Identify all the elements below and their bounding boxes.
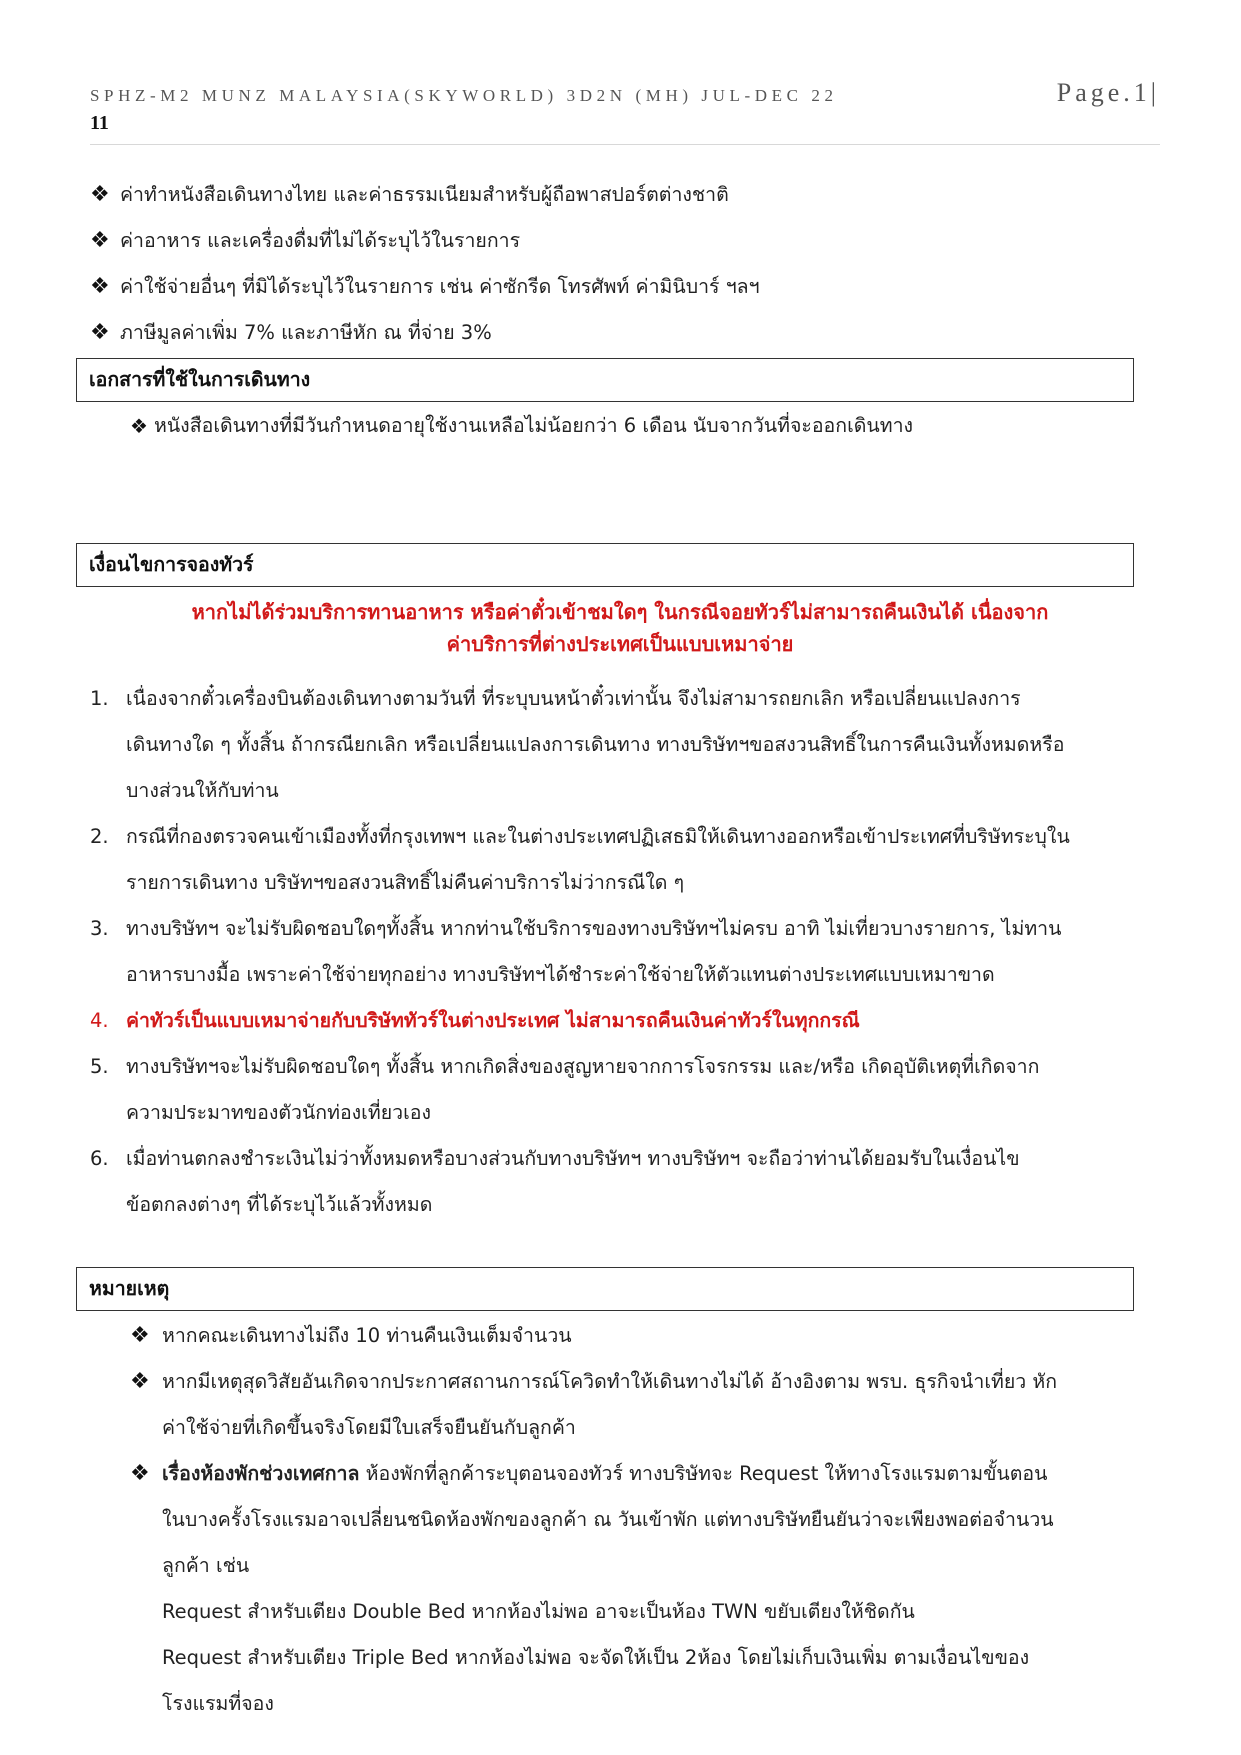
list-item: 5. ทางบริษัทฯจะไม่รับผิดชอบใดๆ ทั้งสิ้น หากเกิดสิ่งของสูญหายจากการโจรกรรม และ/หรือ เกิดอุบัติเหตุที่เกิดจาก ความประมาทของตัวนักท่องเที่ยวเอง	[90, 1055, 1040, 1124]
list-item: 6. เมื่อท่านตกลงชำระเงินไม่ว่าทั้งหมดหรือบางส่วนกับทางบริษัทฯ ทางบริษัทฯ จะถือว่าท่านได้ยอมรับในเงื่อนไข ข้อตกลงต่างๆ ที่ได้ระบุไว้แล้วทั้งหมด	[90, 1147, 1020, 1216]
page-total: 11	[90, 112, 109, 134]
notes-list	[130, 1313, 1150, 1727]
diamond-bullet-icon: ❖	[130, 1461, 150, 1486]
documents-list	[130, 403, 1190, 449]
header-title: SPHZ-M2 MUNZ MALAYSIA(SKYWORLD) 3D2N (MH) JUL-DEC 22	[90, 86, 838, 105]
section-heading-documents: เอกสารที่ใช้ในการเดินทาง	[76, 358, 1134, 402]
diamond-bullet-icon: ❖	[130, 1369, 150, 1394]
diamond-bullet-icon: ❖	[90, 182, 110, 207]
list-item: ❖ หนังสือเดินทางที่มีวันกำหนดอายุใช้งานเหลือไม่น้อยกว่า 6 เดือน นับจากวันที่จะออกเดินทาง	[130, 403, 1190, 449]
list-item: ❖ ค่าอาหาร และเครื่องดื่มที่ไม่ได้ระบุไว้ในรายการ	[90, 218, 1150, 264]
diamond-bullet-icon: ❖	[130, 1323, 150, 1348]
conditions-warning: หากไม่ได้ร่วมบริการทานอาหาร หรือค่าตั๋วเข้าชมใดๆ ในกรณีจอยทัวร์ไม่สามารถคืนเงินได้ เนื่องจาก ค่าบริการที่ต่างประเทศเป็นแบบเหมาจ่าย	[191, 600, 1049, 656]
section-heading-conditions: เงื่อนไขการจองทัวร์	[76, 543, 1134, 587]
excluded-list	[90, 172, 1150, 356]
page-header	[90, 78, 1160, 135]
list-item: 1. เนื่องจากตั๋วเครื่องบินต้องเดินทางตามวันที่ ที่ระบุบนหน้าตั๋วเท่านั้น จึงไม่สามารถยกเลิก หรือเปลี่ยนแปลงการ เดินทางใด ๆ ทั้งสิ้น ถ้ากรณียกเลิก หรือเปลี่ยนแปลงการเดินทาง ทางบริษัทฯขอสงวนสิทธิ์ในการคืนเงินทั้งหมดหรือ บางส่วนให้กับท่าน	[90, 687, 1065, 802]
list-item: 2. กรณีที่กองตรวจคนเข้าเมืองทั้งที่กรุงเทพฯ และในต่างประเทศปฏิเสธมิให้เดินทางออกหรือเข้าประเทศที่บริษัทระบุใน รายการเดินทาง บริษัทฯขอสงวนสิทธิ์ไม่คืนค่าบริการไม่ว่ากรณีใด ๆ	[90, 825, 1070, 894]
list-item: ❖ หากคณะเดินทางไม่ถึง 10 ท่านคืนเงินเต็มจำนวน	[130, 1313, 1150, 1359]
list-item: 3. ทางบริษัทฯ จะไม่รับผิดชอบใดๆทั้งสิ้น หากท่านใช้บริการของทางบริษัทฯไม่ครบ อาทิ ไม่เที่ยวบางรายการ, ไม่ทาน อาหารบางมื้อ เพราะค่าใช้จ่ายทุกอย่าง ทางบริษัทฯได้ชำระค่าใช้จ่ายให้ตัวแทนต่างประเทศแบบเหมาขาด	[90, 917, 1062, 986]
list-item: ❖ ค่าใช้จ่ายอื่นๆ ที่มิได้ระบุไว้ในรายการ เช่น ค่าซักรีด โทรศัพท์ ค่ามินิบาร์ ฯลฯ	[90, 264, 1150, 310]
room-note-heading: เรื่องห้องพักช่วงเทศกาล	[162, 1462, 360, 1485]
diamond-bullet-icon: ❖	[130, 414, 148, 438]
list-item: ❖ หากมีเหตุสุดวิสัยอันเกิดจากประกาศสถานการณ์โควิดทำให้เดินทางไม่ได้ อ้างอิงตาม พรบ. ธุรกิจนำเที่ยว หัก ค่าใช้จ่ายที่เกิดขึ้นจริงโดยมีใบเสร็จยืนยันกับลูกค้า	[130, 1359, 1150, 1451]
room-note-example: โรงแรมที่จอง	[162, 1692, 274, 1715]
room-note-example: Request สำหรับเตียง Triple Bed หากห้องไม่พอ จะจัดให้เป็น 2ห้อง โดยไม่เก็บเงินเพิ่ม ตามเงื่อนไขของ	[162, 1646, 1030, 1669]
diamond-bullet-icon: ❖	[90, 228, 110, 253]
list-item: 4. ค่าทัวร์เป็นแบบเหมาจ่ายกับบริษัททัวร์ในต่างประเทศ ไม่สามารถคืนเงินค่าทัวร์ในทุกกรณี	[90, 1009, 860, 1032]
section-heading-notes: หมายเหตุ	[76, 1267, 1134, 1311]
list-item: ❖ เรื่องห้องพักช่วงเทศกาล ห้องพักที่ลูกค้าระบุตอนจองทัวร์ ทางบริษัทจะ Request ให้ทางโรงแรมตามขั้นตอน ในบางครั้งโรงแรมอาจเปลี่ยนชนิดห้องพักของลูกค้า ณ วันเข้าพัก แต่ทางบริษัทยืนยันว่าจะเพียงพอต่อจำนวน ลูกค้า เช่น	[130, 1451, 1150, 1589]
diamond-bullet-icon: ❖	[90, 274, 110, 299]
list-item: ❖ ค่าทำหนังสือเดินทางไทย และค่าธรรมเนียมสำหรับผู้ถือพาสปอร์ตต่างชาติ	[90, 172, 1150, 218]
page-number: Page.1|	[1056, 78, 1160, 107]
diamond-bullet-icon: ❖	[90, 320, 110, 345]
room-note-example: Request สำหรับเตียง Double Bed หากห้องไม่พอ อาจะเป็นห้อง TWN ขยับเตียงให้ชิดกัน	[162, 1600, 915, 1623]
conditions-list	[90, 676, 1150, 1228]
header-divider	[90, 144, 1160, 145]
list-item: ❖ ภาษีมูลค่าเพิ่ม 7% และภาษีหัก ณ ที่จ่าย 3%	[90, 310, 1150, 356]
